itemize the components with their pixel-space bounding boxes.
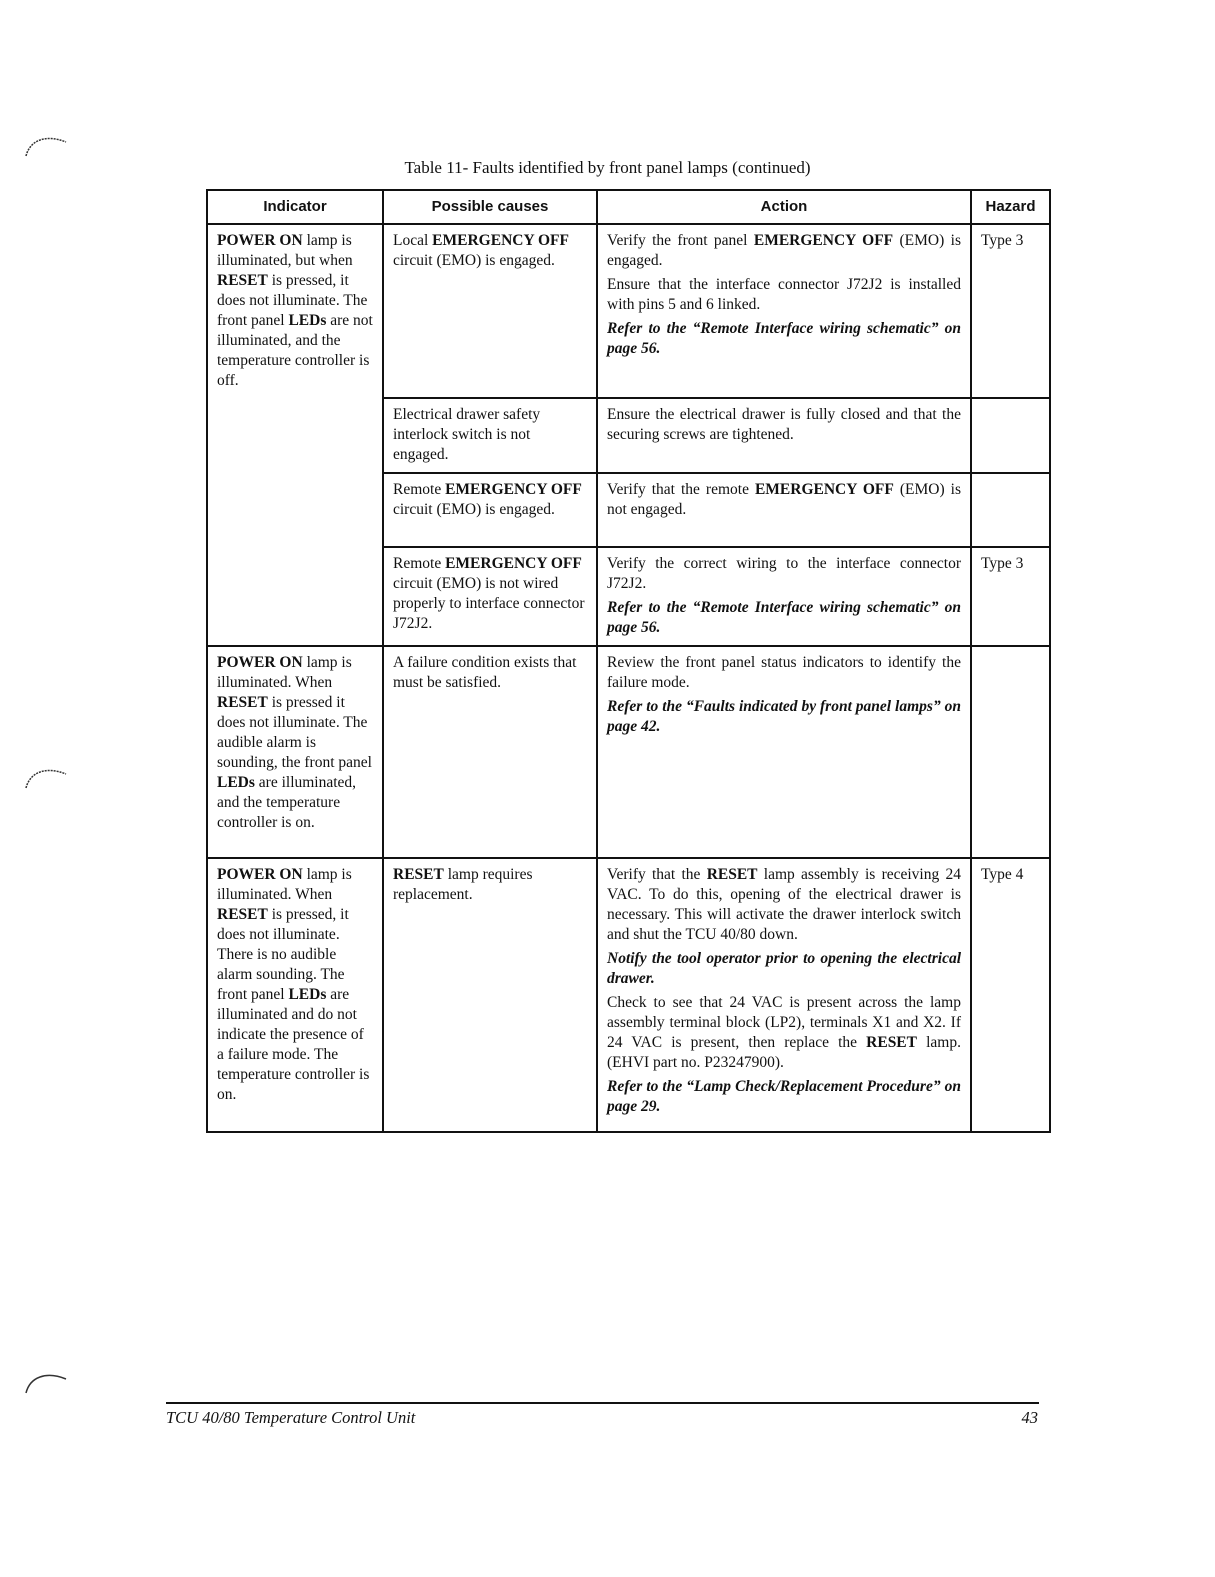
action-text: Check to see that 24 VAC is present across the lamp assembly terminal block (LP2), terminals X1 and X2. If 24 VAC is present, then replace the RESET lamp. (EHVI part no. P23247900).: [607, 994, 961, 1071]
footer-rule: [166, 1402, 1039, 1404]
cause-cell: Local EMERGENCY OFF circuit (EMO) is engaged.: [383, 224, 597, 398]
table-row: [207, 646, 1050, 858]
action-text: Ensure that the interface connector J72J2 is installed with pins 5 and 6 linked.: [607, 276, 961, 313]
indicator-cell: POWER ON lamp is illuminated. When RESET is pressed it does not illuminate. The audible alarm is sounding, the front panel LEDs are illuminated, and the temperature controller is on.: [207, 646, 383, 858]
action-text: Verify the correct wiring to the interface connector J72J2.: [607, 555, 961, 592]
header-possible-causes: Possible causes: [383, 190, 597, 224]
cause-cell: Remote EMERGENCY OFF circuit (EMO) is not wired properly to interface connector J72J2.: [383, 547, 597, 646]
cause-cell: RESET lamp requires replacement.: [383, 858, 597, 1132]
action-text: Verify that the remote EMERGENCY OFF (EMO) is not engaged.: [607, 481, 961, 518]
cause-cell: Electrical drawer safety interlock switch is not engaged.: [383, 398, 597, 473]
table-row: [207, 224, 1050, 398]
action-cell: [597, 398, 971, 473]
action-text: Verify that the RESET lamp assembly is receiving 24 VAC. To do this, opening of the electrical drawer is necessary. This will activate the drawer interlock switch and shut the TCU 40/80 down.: [607, 866, 961, 943]
table-header-row: [207, 190, 1050, 224]
hazard-cell: [971, 473, 1050, 547]
action-text: Ensure the electrical drawer is fully closed and that the securing screws are tightened.: [607, 406, 961, 443]
footer-title: TCU 40/80 Temperature Control Unit: [166, 1408, 416, 1427]
punch-hole-mark: [22, 762, 70, 790]
cause-cell: A failure condition exists that must be satisfied.: [383, 646, 597, 858]
action-cell: [597, 858, 971, 1132]
action-text: Review the front panel status indicators to identify the failure mode.: [607, 654, 961, 691]
page-number: 43: [1021, 1408, 1038, 1427]
indicator-cell: POWER ON lamp is illuminated, but when RESET is pressed, it does not illuminate. The front panel LEDs are not illuminated, and the temperature controller is off.: [207, 224, 383, 646]
action-text: Verify the front panel EMERGENCY OFF (EMO) is engaged.: [607, 232, 961, 269]
header-indicator: Indicator: [207, 190, 383, 224]
hazard-cell: Type 3: [971, 224, 1050, 398]
punch-hole-mark: [22, 130, 70, 158]
action-reference: Refer to the “Remote Interface wiring schematic” on page 56.: [607, 599, 961, 636]
hazard-cell: Type 3: [971, 547, 1050, 646]
action-reference: Refer to the “Lamp Check/Replacement Procedure” on page 29.: [607, 1078, 961, 1115]
hazard-cell: Type 4: [971, 858, 1050, 1132]
table-caption: Table 11- Faults identified by front panel lamps (continued): [404, 158, 811, 177]
action-reference: Refer to the “Faults indicated by front panel lamps” on page 42.: [607, 698, 961, 735]
hazard-cell: [971, 398, 1050, 473]
action-cell: [597, 224, 971, 398]
punch-hole-mark: [22, 1367, 70, 1395]
faults-table: [206, 189, 1051, 1133]
cause-cell: Remote EMERGENCY OFF circuit (EMO) is engaged.: [383, 473, 597, 547]
action-reference: Refer to the “Remote Interface wiring schematic” on page 56.: [607, 320, 961, 357]
action-cell: [597, 547, 971, 646]
table-row: [207, 858, 1050, 1132]
action-reference: Notify the tool operator prior to opening the electrical drawer.: [607, 950, 961, 987]
action-cell: [597, 646, 971, 858]
header-hazard: Hazard: [971, 190, 1050, 224]
header-action: Action: [597, 190, 971, 224]
action-cell: [597, 473, 971, 547]
indicator-cell: POWER ON lamp is illuminated. When RESET is pressed, it does not illuminate. There is no audible alarm sounding. The front panel LEDs are illuminated and do not indicate the presence of a failure mode. The temperature controller is on.: [207, 858, 383, 1132]
hazard-cell: [971, 646, 1050, 858]
